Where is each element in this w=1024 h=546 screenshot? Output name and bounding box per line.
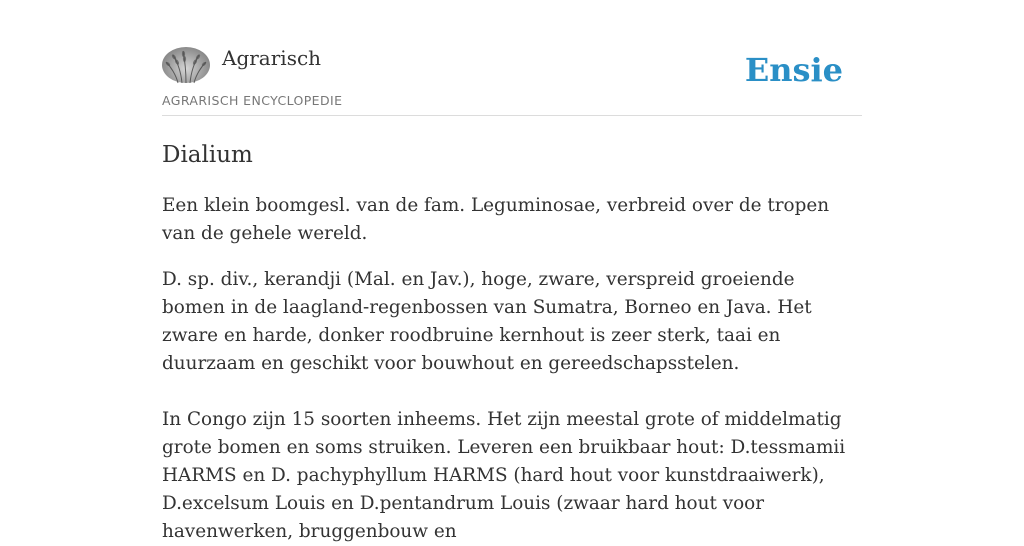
entry-content (162, 192, 862, 546)
wheat-logo-icon[interactable] (162, 47, 210, 83)
site-subtitle: AGRARISCH ENCYCLOPEDIE (162, 93, 343, 108)
ensie-brand-link[interactable]: Ensie (744, 51, 843, 89)
entry-title: Dialium (162, 142, 253, 168)
entry-paragraph: D. sp. div., kerandji (Mal. en Jav.), hoge, zware, verspreid groeiende bomen in de laagland-regenbossen van Sumatra, Borneo en Java. Het zware en harde, donker roodbruine kernhout is zeer sterk, taai en duurzaam en geschikt voor bouwhout en gereedschapsstelen. (162, 269, 812, 374)
site-header (162, 0, 862, 116)
main-container (162, 0, 862, 542)
entry-paragraph: Een klein boomgesl. van de fam. Leguminosae, verbreid over de tropen van de gehele wereld. (162, 195, 830, 244)
entry-paragraph: In Congo zijn 15 soorten inheems. Het zijn meestal grote of middelmatig grote bomen en soms struiken. Leveren een bruikbaar hout: D.tessmamii HARMS en D. pachyphyllum HARMS (hard hout voor kunstdraaiwerk), D.excelsum Louis en D.pentandrum Louis (zwaar hard hout voor havenwerken, bruggenbouw en (162, 409, 846, 542)
site-name[interactable]: Agrarisch (222, 46, 322, 70)
